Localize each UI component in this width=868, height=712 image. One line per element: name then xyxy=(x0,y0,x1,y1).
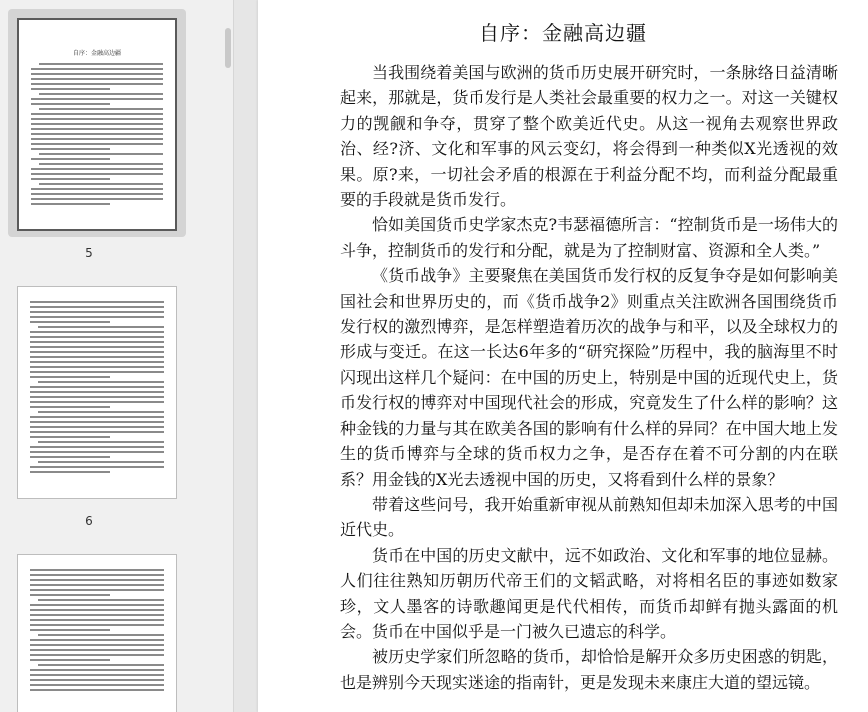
thumbnail-page-number: 5 xyxy=(85,246,93,260)
document-page xyxy=(258,0,868,712)
thumbnail-text-lines xyxy=(19,57,175,205)
thumbnail-text-lines xyxy=(18,287,176,473)
paragraph: 货币在中国的历史文献中，远不如政治、文化和军事的地位显赫。人们往往熟知历朝历代帝王们的文韬武略，对将相名臣的事迹如数家珍，文人墨客的诗歌趣闻更是代代相传，而货币却鲜有抛头露面的机会。货币在中国似乎是一门被久已遗忘的科学。 xyxy=(340,545,838,641)
paragraph: 带着这些问号，我开始重新审视从前熟知但却未加深入思考的中国近代史。 xyxy=(340,494,838,540)
thumbnail-page-7[interactable] xyxy=(8,545,186,712)
thumbnail-page-6[interactable] xyxy=(8,277,186,505)
thumbnail-page-5[interactable] xyxy=(8,9,186,237)
thumbnail-sidebar xyxy=(0,0,234,712)
paragraph: 当我围绕着美国与欧洲的货币历史展开研究时，一条脉络日益清晰起来，那就是，货币发行是人类社会最重要的权力之一。对这一关键权力的觊觎和争夺，贯穿了整个欧美近代史。从这一视角去观察世界政治、经?济、文化和军事的风云变幻，将会得到一种类似X光透视的效果。原?来，一切社会矛盾的根源在于利益分配不均，而利益分配最重要的手段就是货币发行。 xyxy=(340,63,838,210)
thumbnail-title: 自序：金融高边疆 xyxy=(72,50,121,57)
paragraph: 恰如美国货币史学家杰克?韦瑟福德所言：“控制货币是一场伟大的斗争，控制货币的发行和分配，就是为了控制财富、资源和全人类。” xyxy=(340,215,838,260)
paragraph: 《货币战争》主要聚焦在美国货币发行权的反复争夺是如何影响美国社会和世界历史的，而《货币战争2》则重点关注欧洲各国围绕货币发行权的激烈博弈，是怎样塑造着历次的战争与和平，以及全球权力的形成与变迁。在这一长达6年多的“研究探险”历程中，我的脑海里不时闪现出这样几个疑问：在中国的历史上，特别是中国的近现代史上，货币发行权的博弈对中国现代社会的形成，究竟发生了什么样的影响？这种金钱的力量与其在欧美各国的影响有什么样的异同？在中国大地上发生的货币博弈与全球的货币权力之争，是否存在着不可分割的内在联系？用金钱的X光去透视中国的历史，又将看到什么样的景象？ xyxy=(340,266,838,489)
document-viewer[interactable] xyxy=(234,0,868,712)
page-body xyxy=(340,60,838,695)
thumbnail-page-image xyxy=(17,286,177,499)
page-title: 自序：金融高边疆 xyxy=(479,21,647,45)
thumbnail-text-lines xyxy=(18,555,176,691)
thumbnail-page-image xyxy=(17,554,177,712)
thumbnail-page-number: 6 xyxy=(85,514,93,528)
thumbnail-page-image xyxy=(17,18,177,231)
paragraph: 被历史学家们所忽略的货币，却恰恰是解开众多历史困惑的钥匙，也是辨别今天现实迷途的指南针，更是发现未来康庄大道的望远镜。 xyxy=(340,647,838,692)
sidebar-scrollbar[interactable] xyxy=(225,28,231,68)
